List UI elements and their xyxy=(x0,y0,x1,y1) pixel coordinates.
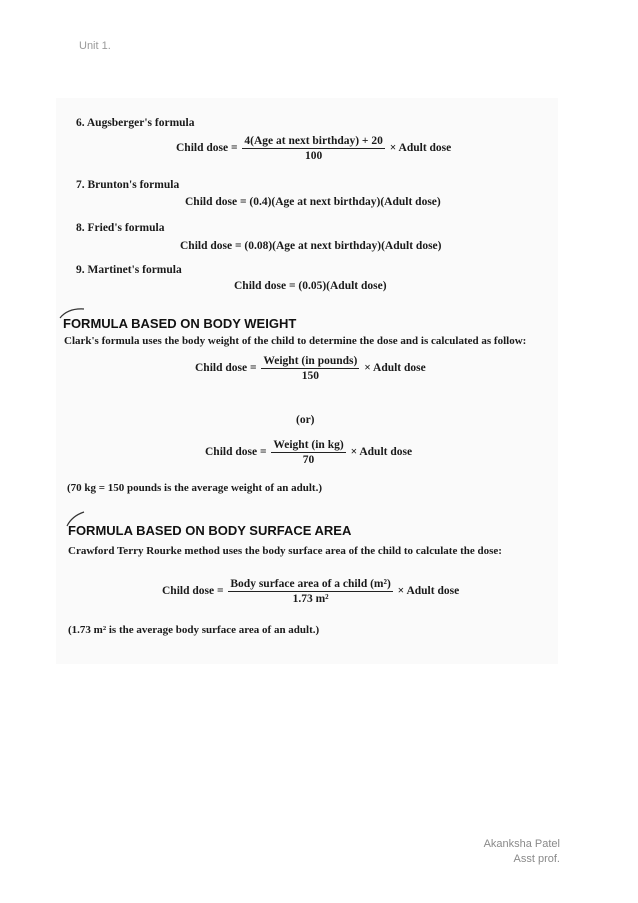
rourke-numerator: Body surface area of a child (m²) xyxy=(230,578,391,590)
surface-area-heading: FORMULA BASED ON BODY SURFACE AREA xyxy=(68,523,352,538)
clark-kg-numerator: Weight (in kg) xyxy=(273,439,344,451)
rourke-lhs: Child dose = xyxy=(162,585,224,598)
clark-kg-fraction xyxy=(271,439,345,466)
body-weight-heading: FORMULA BASED ON BODY WEIGHT xyxy=(63,316,297,331)
clark-intro: Clark's formula uses the body weight of the child to determine the dose and is calculated as follow: xyxy=(64,335,527,347)
augsberger-fraction xyxy=(242,135,384,162)
clark-equation-kg xyxy=(205,439,412,466)
augsberger-rhs: × Adult dose xyxy=(389,142,452,155)
clark-denominator: 150 xyxy=(301,370,319,382)
clark-kg-denominator: 70 xyxy=(302,454,315,466)
rourke-rhs: × Adult dose xyxy=(397,585,460,598)
rourke-fraction xyxy=(228,578,392,605)
footer-title: Asst prof. xyxy=(513,853,560,865)
or-label: (or) xyxy=(296,414,315,426)
clark-numerator: Weight (in pounds) xyxy=(263,355,358,367)
body-weight-note: (70 kg = 150 pounds is the average weight of an adult.) xyxy=(67,482,323,494)
augsberger-denominator: 100 xyxy=(305,150,323,162)
page-header-unit: Unit 1. xyxy=(79,40,111,52)
clark-rhs: × Adult dose xyxy=(364,362,426,375)
rourke-intro: Crawford Terry Rourke method uses the body surface area of the child to calculate the dose: xyxy=(68,545,502,557)
augsberger-equation xyxy=(176,135,451,162)
brunton-equation: Child dose = (0.4)(Age at next birthday)(Adult dose) xyxy=(185,196,441,208)
augsberger-numerator: 4(Age at next birthday) + 20 xyxy=(244,135,383,147)
rourke-denominator: 1.73 m² xyxy=(292,593,329,605)
martinet-equation: Child dose = (0.05)(Adult dose) xyxy=(234,280,387,292)
augsberger-lhs: Child dose = xyxy=(176,142,238,155)
brunton-title: 7. Brunton's formula xyxy=(76,179,180,191)
rourke-equation xyxy=(162,578,459,605)
martinet-title: 9. Martinet's formula xyxy=(76,264,182,276)
clark-kg-rhs: × Adult dose xyxy=(350,446,413,459)
clark-equation-pounds xyxy=(195,355,426,382)
clark-fraction xyxy=(261,355,359,382)
augsberger-title: 6. Augsberger's formula xyxy=(76,117,195,129)
clark-lhs: Child dose = xyxy=(195,362,257,375)
surface-area-note: (1.73 m² is the average body surface area of an adult.) xyxy=(68,624,320,636)
clark-kg-lhs: Child dose = xyxy=(205,446,267,459)
fried-equation: Child dose = (0.08)(Age at next birthday)(Adult dose) xyxy=(180,240,442,252)
footer-name: Akanksha Patel xyxy=(483,838,560,850)
fried-title: 8. Fried's formula xyxy=(76,222,165,234)
